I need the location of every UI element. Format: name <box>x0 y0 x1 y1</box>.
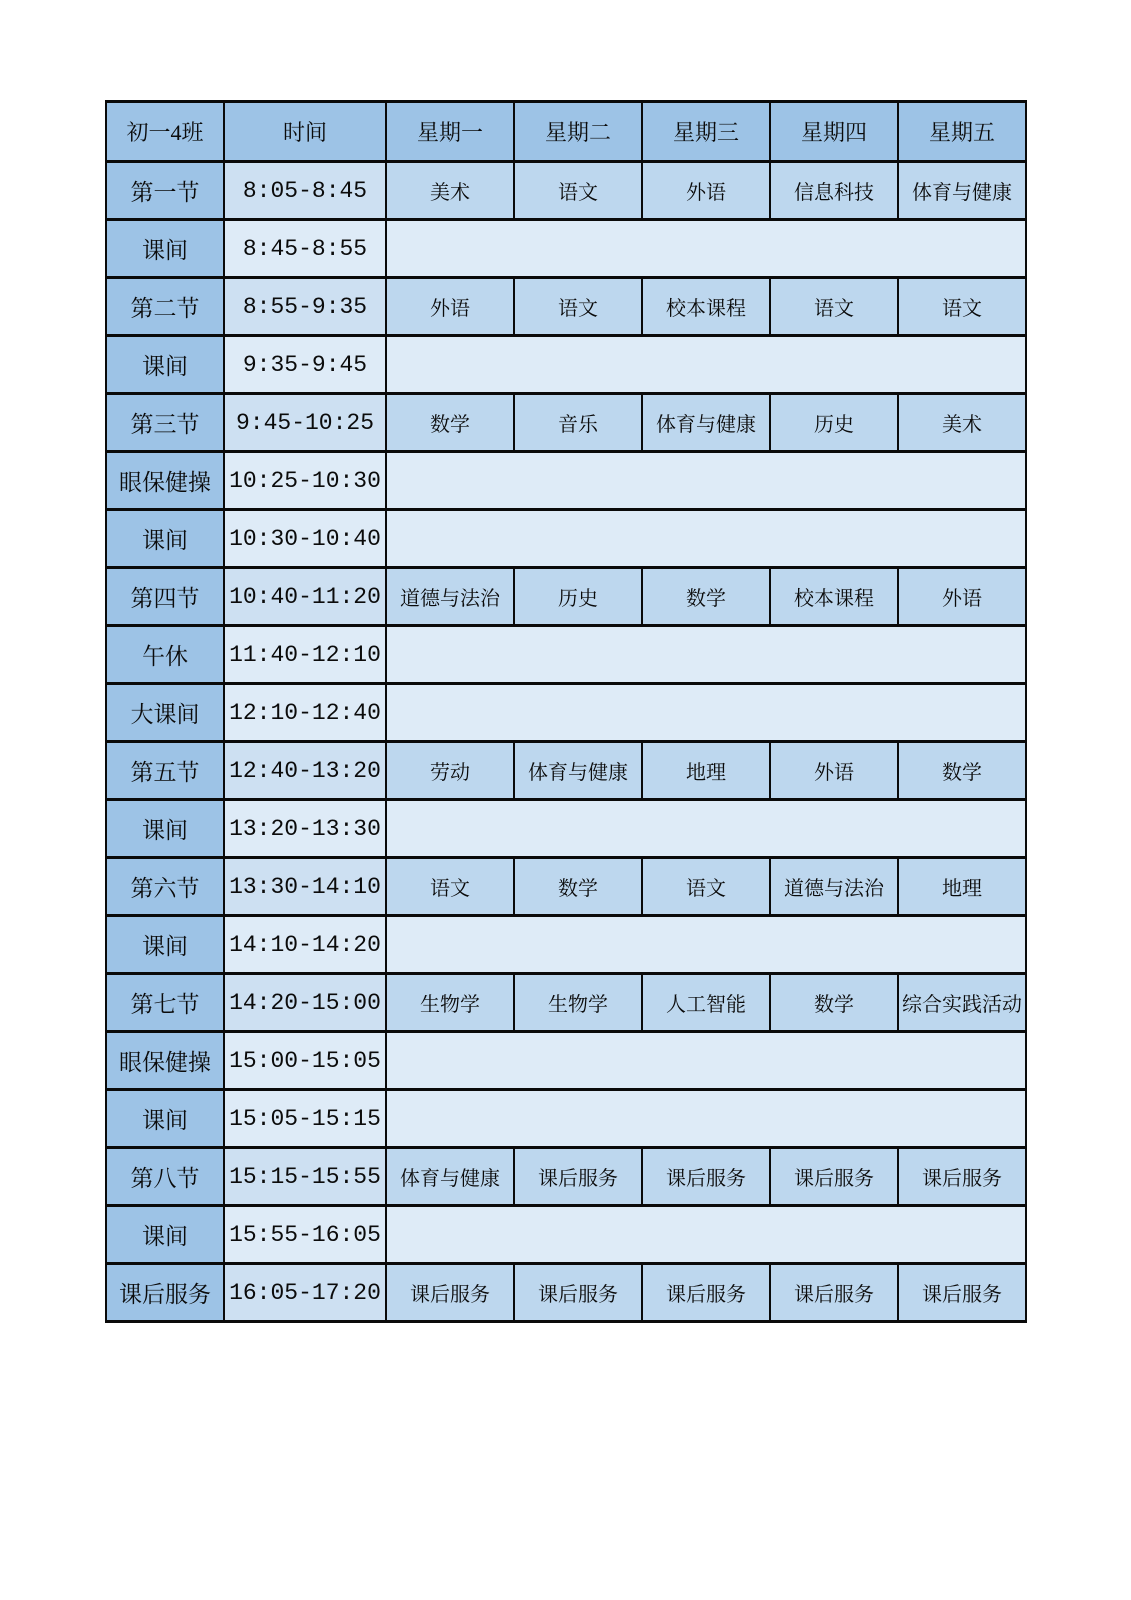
subject-cell: 校本课程 <box>642 278 770 336</box>
subject-cell: 课后服务 <box>898 1148 1026 1206</box>
subject-cell: 外语 <box>386 278 514 336</box>
subject-cell: 课后服务 <box>642 1264 770 1322</box>
break-empty-cell <box>386 1090 1026 1148</box>
subject-cell: 美术 <box>386 162 514 220</box>
table-row <box>106 394 1026 452</box>
break-empty-cell <box>386 452 1026 510</box>
subject-cell: 课后服务 <box>770 1148 898 1206</box>
subject-cell: 语文 <box>898 278 1026 336</box>
time-cell: 15:00-15:05 <box>224 1032 386 1090</box>
subject-cell: 信息科技 <box>770 162 898 220</box>
subject-cell: 外语 <box>898 568 1026 626</box>
subject-cell: 语文 <box>642 858 770 916</box>
break-empty-cell <box>386 1206 1026 1264</box>
table-row <box>106 916 1026 974</box>
break-empty-cell <box>386 1032 1026 1090</box>
table-row <box>106 858 1026 916</box>
subject-cell: 课后服务 <box>642 1148 770 1206</box>
table-row <box>106 510 1026 568</box>
time-cell: 9:45-10:25 <box>224 394 386 452</box>
subject-cell: 数学 <box>386 394 514 452</box>
row-label: 午休 <box>106 626 224 684</box>
row-label: 眼保健操 <box>106 1032 224 1090</box>
subject-cell: 历史 <box>514 568 642 626</box>
table-row <box>106 800 1026 858</box>
subject-cell: 历史 <box>770 394 898 452</box>
subject-cell: 数学 <box>898 742 1026 800</box>
row-label: 第六节 <box>106 858 224 916</box>
row-label: 第二节 <box>106 278 224 336</box>
subject-cell: 美术 <box>898 394 1026 452</box>
subject-cell: 劳动 <box>386 742 514 800</box>
table-row <box>106 742 1026 800</box>
header-monday: 星期一 <box>386 102 514 162</box>
time-cell: 10:30-10:40 <box>224 510 386 568</box>
subject-cell: 道德与法治 <box>386 568 514 626</box>
row-label: 课间 <box>106 916 224 974</box>
table-row <box>106 220 1026 278</box>
subject-cell: 体育与健康 <box>898 162 1026 220</box>
subject-cell: 语文 <box>514 278 642 336</box>
row-label: 第五节 <box>106 742 224 800</box>
subject-cell: 外语 <box>642 162 770 220</box>
row-label: 眼保健操 <box>106 452 224 510</box>
header-row <box>106 102 1026 162</box>
break-empty-cell <box>386 800 1026 858</box>
subject-cell: 地理 <box>642 742 770 800</box>
subject-cell: 课后服务 <box>514 1148 642 1206</box>
table-row <box>106 336 1026 394</box>
row-label: 第七节 <box>106 974 224 1032</box>
time-cell: 8:45-8:55 <box>224 220 386 278</box>
subject-cell: 课后服务 <box>770 1264 898 1322</box>
table-row <box>106 626 1026 684</box>
subject-cell: 课后服务 <box>898 1264 1026 1322</box>
subject-cell: 课后服务 <box>386 1264 514 1322</box>
break-empty-cell <box>386 220 1026 278</box>
time-cell: 10:40-11:20 <box>224 568 386 626</box>
subject-cell: 课后服务 <box>514 1264 642 1322</box>
time-cell: 12:40-13:20 <box>224 742 386 800</box>
subject-cell: 生物学 <box>386 974 514 1032</box>
table-row <box>106 452 1026 510</box>
row-label: 第一节 <box>106 162 224 220</box>
subject-cell: 道德与法治 <box>770 858 898 916</box>
table-row <box>106 1264 1026 1322</box>
break-empty-cell <box>386 336 1026 394</box>
time-cell: 10:25-10:30 <box>224 452 386 510</box>
subject-cell: 语文 <box>514 162 642 220</box>
subject-cell: 语文 <box>386 858 514 916</box>
header-wednesday: 星期三 <box>642 102 770 162</box>
row-label: 第八节 <box>106 1148 224 1206</box>
subject-cell: 音乐 <box>514 394 642 452</box>
subject-cell: 数学 <box>770 974 898 1032</box>
header-thursday: 星期四 <box>770 102 898 162</box>
row-label: 课间 <box>106 800 224 858</box>
subject-cell: 体育与健康 <box>642 394 770 452</box>
table-row <box>106 568 1026 626</box>
time-cell: 14:10-14:20 <box>224 916 386 974</box>
time-cell: 8:05-8:45 <box>224 162 386 220</box>
row-label: 课间 <box>106 1206 224 1264</box>
break-empty-cell <box>386 626 1026 684</box>
table-row <box>106 974 1026 1032</box>
subject-cell: 数学 <box>642 568 770 626</box>
row-label: 第四节 <box>106 568 224 626</box>
time-cell: 16:05-17:20 <box>224 1264 386 1322</box>
subject-cell: 体育与健康 <box>514 742 642 800</box>
row-label: 第三节 <box>106 394 224 452</box>
time-cell: 14:20-15:00 <box>224 974 386 1032</box>
subject-cell: 语文 <box>770 278 898 336</box>
break-empty-cell <box>386 916 1026 974</box>
break-empty-cell <box>386 510 1026 568</box>
subject-cell: 地理 <box>898 858 1026 916</box>
time-cell: 13:30-14:10 <box>224 858 386 916</box>
row-label: 课间 <box>106 1090 224 1148</box>
header-time: 时间 <box>224 102 386 162</box>
row-label: 课间 <box>106 220 224 278</box>
header-friday: 星期五 <box>898 102 1026 162</box>
time-cell: 12:10-12:40 <box>224 684 386 742</box>
time-cell: 15:05-15:15 <box>224 1090 386 1148</box>
table-row <box>106 278 1026 336</box>
table-row <box>106 1148 1026 1206</box>
subject-cell: 综合实践活动 <box>898 974 1026 1032</box>
table-row <box>106 1032 1026 1090</box>
table-row <box>106 1090 1026 1148</box>
class-schedule-table <box>105 100 1027 1323</box>
time-cell: 11:40-12:10 <box>224 626 386 684</box>
table-row <box>106 1206 1026 1264</box>
subject-cell: 外语 <box>770 742 898 800</box>
row-label: 课间 <box>106 336 224 394</box>
time-cell: 15:55-16:05 <box>224 1206 386 1264</box>
time-cell: 15:15-15:55 <box>224 1148 386 1206</box>
subject-cell: 校本课程 <box>770 568 898 626</box>
time-cell: 8:55-9:35 <box>224 278 386 336</box>
time-cell: 9:35-9:45 <box>224 336 386 394</box>
row-label: 大课间 <box>106 684 224 742</box>
time-cell: 13:20-13:30 <box>224 800 386 858</box>
table-row <box>106 684 1026 742</box>
header-tuesday: 星期二 <box>514 102 642 162</box>
class-name-cell: 初一4班 <box>106 102 224 162</box>
subject-cell: 数学 <box>514 858 642 916</box>
row-label: 课后服务 <box>106 1264 224 1322</box>
subject-cell: 体育与健康 <box>386 1148 514 1206</box>
break-empty-cell <box>386 684 1026 742</box>
row-label: 课间 <box>106 510 224 568</box>
table-row <box>106 162 1026 220</box>
subject-cell: 人工智能 <box>642 974 770 1032</box>
subject-cell: 生物学 <box>514 974 642 1032</box>
